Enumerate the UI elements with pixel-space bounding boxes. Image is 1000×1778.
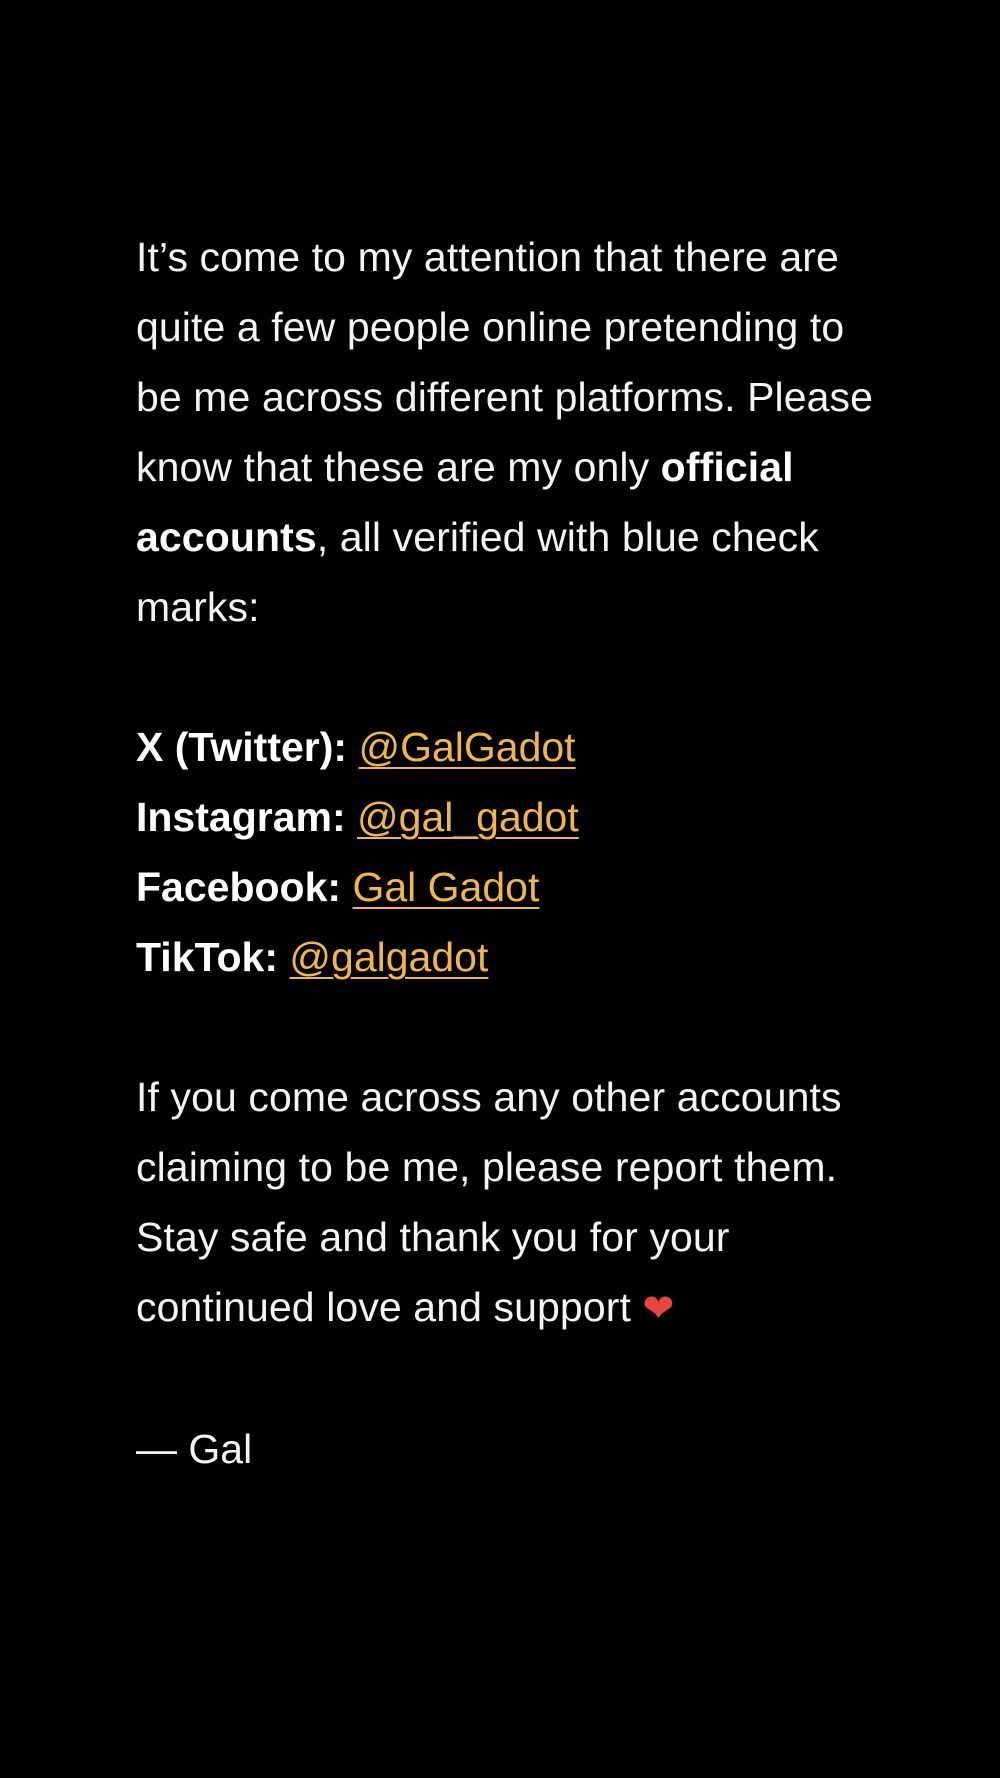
note-body: [136, 222, 896, 1484]
spacer-one: [136, 642, 896, 712]
list-item: [136, 922, 896, 992]
platform-label-tiktok: TikTok:: [136, 934, 278, 980]
list-item: [136, 852, 896, 922]
list-item: [136, 712, 896, 782]
platform-label-facebook: Facebook:: [136, 864, 342, 910]
handle-link-x[interactable]: @GalGadot: [358, 724, 576, 770]
accounts-list: [136, 712, 896, 992]
platform-label-instagram: Instagram:: [136, 794, 346, 840]
platform-label-x: X (Twitter):: [136, 724, 348, 770]
list-item: [136, 782, 896, 852]
heart-icon: ❤: [642, 1288, 675, 1330]
intro-text-before-bold: It’s come to my attention that there are quite a few people online pretending to be me across different platforms. Please know that these are my only: [136, 234, 874, 490]
spacer-three: [136, 1344, 896, 1414]
spacer-two: [136, 992, 896, 1062]
handle-link-facebook[interactable]: Gal Gadot: [352, 864, 540, 910]
outro-text: If you come across any other accounts claiming to be me, please report them. Stay safe and thank you for your continued love and support: [136, 1074, 842, 1330]
intro-text-after-bold: , all verified with blue check marks:: [136, 514, 819, 630]
intro-paragraph: [136, 222, 881, 642]
signature: — Gal: [136, 1426, 253, 1472]
outro-paragraph: [136, 1062, 881, 1344]
official-accounts-emphasis: official accounts: [136, 444, 794, 560]
handle-link-tiktok[interactable]: @galgadot: [289, 934, 489, 980]
handle-link-instagram[interactable]: @gal_gadot: [357, 794, 579, 840]
